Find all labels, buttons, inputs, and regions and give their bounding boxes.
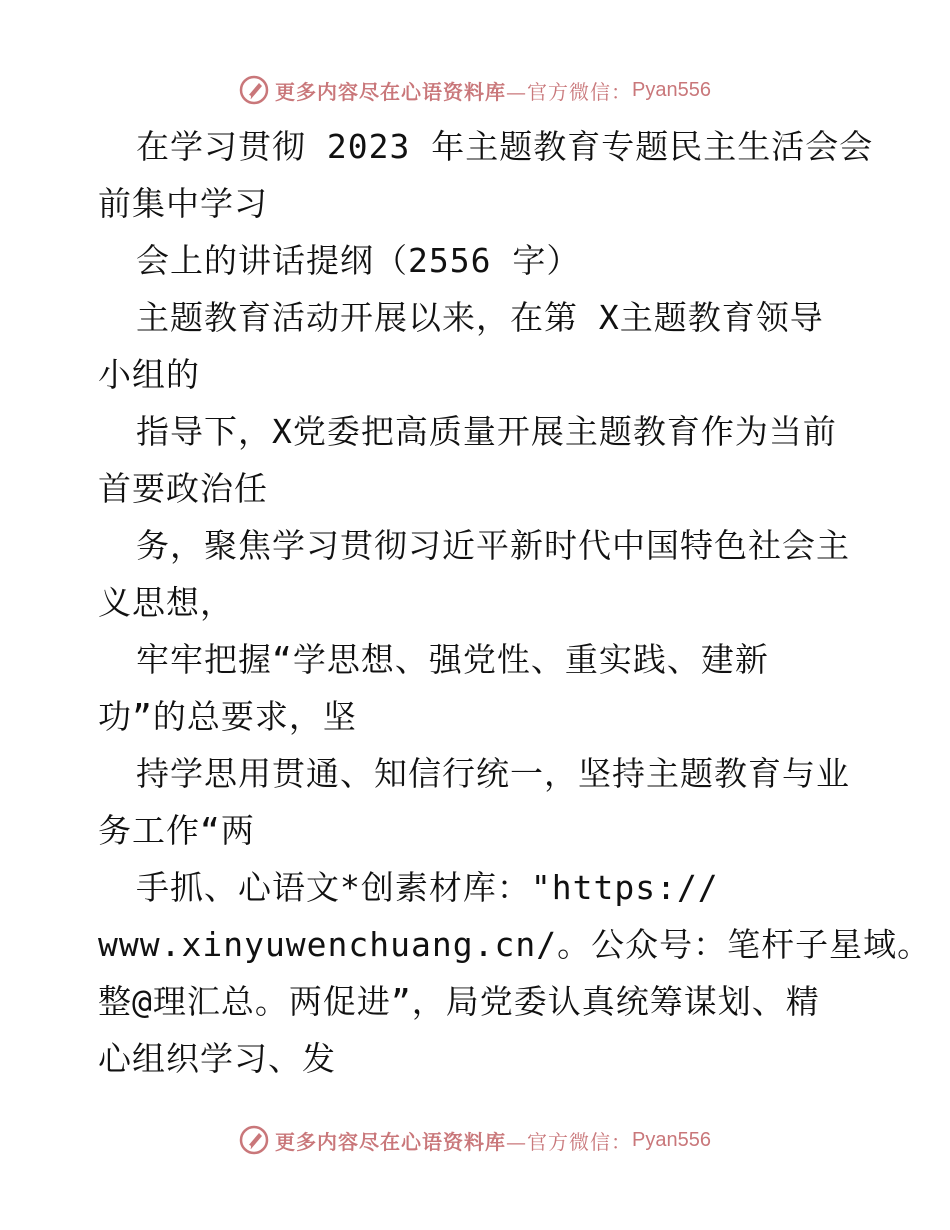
body-line: 牢牢把握“学思想、强党性、重实践、建新	[136, 640, 769, 679]
document-body	[98, 118, 932, 1087]
banner-brand: 更多内容尽在心语资料库	[275, 1129, 507, 1154]
banner-handle: Pyan556	[632, 78, 711, 101]
body-line: 务工作“两	[98, 811, 255, 850]
title-line: 会上的讲话提纲（2556 字）	[136, 241, 581, 280]
body-line: 心组织学习、发	[98, 1039, 336, 1078]
pen-seal-icon	[239, 1125, 269, 1155]
header-banner	[0, 70, 950, 110]
body-line: 功”的总要求，坚	[98, 697, 357, 736]
body-line: 务，聚焦学习贯彻习近平新时代中国特色社会主	[136, 526, 850, 565]
title-line: 前集中学习	[98, 184, 268, 223]
body-line: 持学思用贯通、知信行统一，坚持主题教育与业	[136, 754, 850, 793]
body-line: www.xinyuwenchuang.cn/。公众号：笔杆子星域。	[98, 925, 932, 964]
banner-official: —官方微信：	[506, 79, 633, 104]
title-line: 在学习贯彻 2023 年主题教育专题民主生活会会	[136, 127, 874, 166]
body-line: 指导下，X党委把高质量开展主题教育作为当前	[136, 412, 837, 451]
footer-banner	[0, 1120, 950, 1160]
body-line: 小组的	[98, 355, 200, 394]
body-line: 整@理汇总。两促进”，局党委认真统筹谋划、精	[98, 982, 820, 1021]
pen-seal-icon	[239, 75, 269, 105]
banner-brand: 更多内容尽在心语资料库	[275, 79, 507, 104]
body-line: 手抓、心语文*创素材库："https://	[136, 868, 719, 907]
banner-handle: Pyan556	[632, 1128, 711, 1151]
banner-official: —官方微信：	[506, 1129, 633, 1154]
body-line: 义思想，	[98, 583, 234, 622]
body-line: 主题教育活动开展以来，在第 X主题教育领导	[136, 298, 824, 337]
body-line: 首要政治任	[98, 469, 268, 508]
